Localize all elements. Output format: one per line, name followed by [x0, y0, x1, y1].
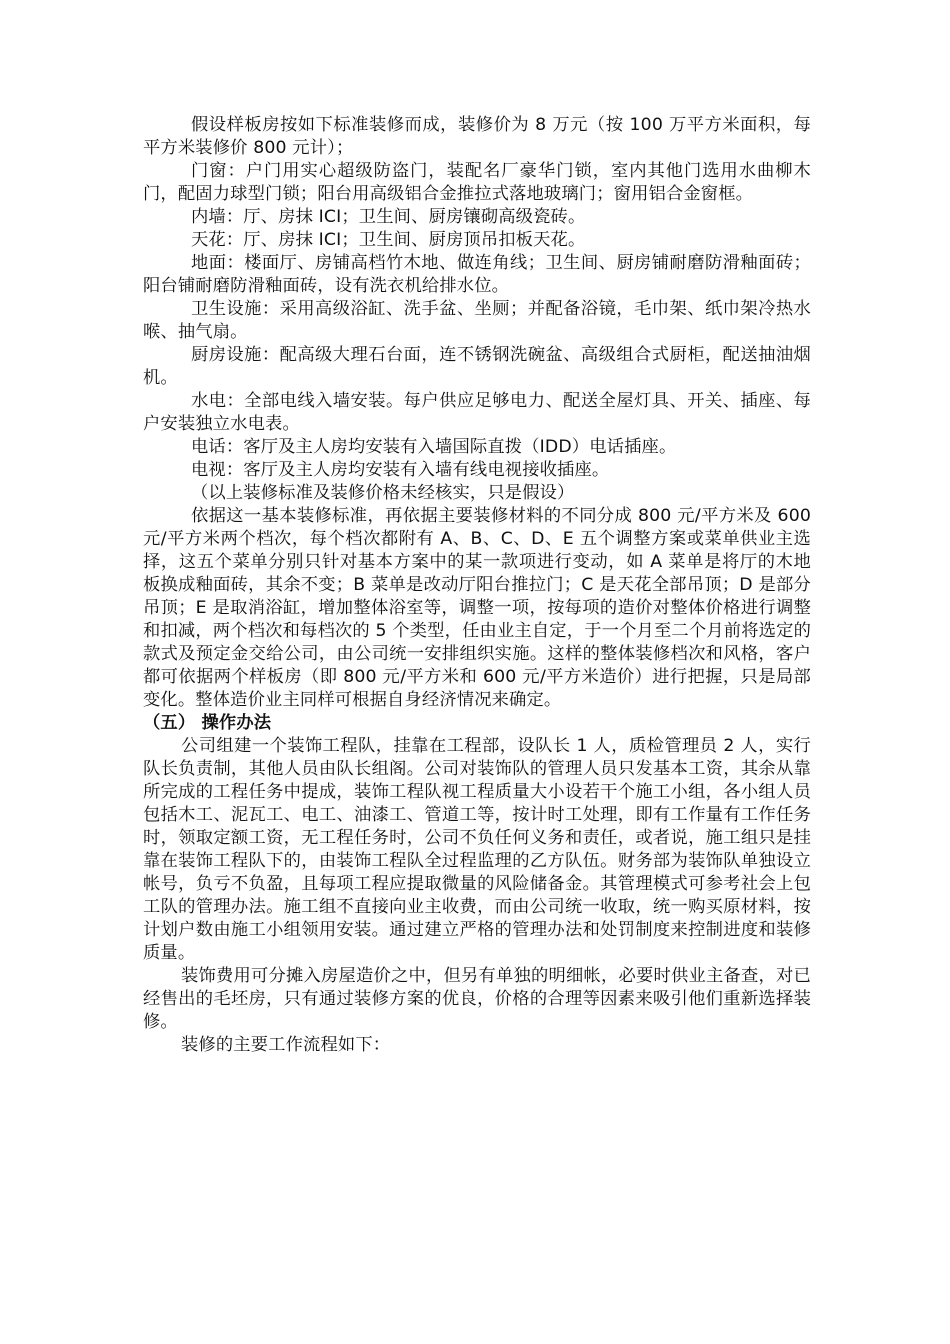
paragraph-note: （以上装修标准及装修价格未经核实，只是假设）	[191, 483, 575, 503]
paragraph-doors-windows: 门窗：户门用实心超级防盗门，装配名厂豪华门锁，室内其他门选用水曲柳木门，配固力球型门锁；阳台用高级铝合金推拉式落地玻璃门；窗用铝合金窗框。	[143, 161, 811, 204]
paragraph-decoration-team: 公司组建一个装饰工程队，挂靠在工程部，设队长 1 人，质检管理员 2 人，实行队长负责制，其他人员由队长组阁。公司对装饰队的管理人员只发基本工资，其余从靠所完成的工程任务中提成，装饰工程队视工程质量大小设若干个施工小组，各小组人员包括木工、泥瓦工、电工、油漆工、管道工等，按计时工处理，即有工作量有工作任务时，领取定额工资，无工程任务时，公司不负任何义务和责任，或者说，施工组只是挂靠在装饰工程队下的，由装饰工程队全过程监理的乙方队伍。财务部为装饰队单独设立帐号，负亏不负盈，且每项工程应提取微量的风险储备金。其管理模式可参考社会上包工队的管理办法。施工组不直接向业主收费，而由公司统一收取，统一购买原材料，按计划户数由施工小组领用安装。通过建立严格的管理办法和处罚制度来控制进度和装修质量。	[143, 736, 811, 963]
paragraph-decoration-cost: 装饰费用可分摊入房屋造价之中，但另有单独的明细帐，必要时供业主备查，对已经售出的毛坯房，只有通过装修方案的优良，价格的合理等因素来吸引他们重新选择装修。	[143, 966, 811, 1032]
paragraph-telephone: 电话：客厅及主人房均安装有入墙国际直拨（IDD）电话插座。	[191, 437, 677, 457]
paragraph-water-electric: 水电：全部电线入墙安装。每户供应足够电力、配送全屋灯具、开关、插座、每户安装独立水电表。	[143, 391, 811, 434]
paragraph-ceiling: 天花：厅、房抹 ICI；卫生间、厨房顶吊扣板天花。	[191, 230, 586, 250]
paragraph-television: 电视：客厅及主人房均安装有入墙有线电视接收插座。	[191, 460, 610, 480]
paragraph-kitchen-fixtures: 厨房设施：配高级大理石台面，连不锈钢洗碗盆、高级组合式厨柜，配送抽油烟机。	[143, 345, 811, 388]
section-heading-operation: （五） 操作办法	[143, 713, 272, 733]
document-page	[143, 114, 811, 1057]
paragraph-bathroom-fixtures: 卫生设施：采用高级浴缸、洗手盆、坐厕；并配备浴镜，毛巾架、纸巾架冷热水喉、抽气扇。	[143, 299, 811, 342]
paragraph-interior-walls: 内墙：厅、房抹 ICI；卫生间、厨房镶砌高级瓷砖。	[191, 207, 586, 227]
paragraph-price-tiers: 依据这一基本装修标准，再依据主要装修材料的不同分成 800 元/平方米及 600 元/平方米两个档次，每个档次都附有 A、B、C、D、E 五个调整方案或菜单供业主选择，这五个菜单分别只针对基本方案中的某一款项进行变动，如 A 菜单是将厅的木地板换成釉面砖，其余不变；B 菜单是改动厅阳台推拉门；C 是天花全部吊顶；D 是部分吊顶；E 是取消浴缸，增加整体浴室等，调整一项，按每项的造价对整体价格进行调整和扣减，两个档次和每档次的 5 个类型，任由业主自定，于一个月至二个月前将选定的款式及预定金交给公司，由公司统一安排组织实施。这样的整体装修档次和风格，客户都可依据两个样板房（即 800 元/平方米和 600 元/平方米造价）进行把握，只是局部变化。整体造价业主同样可根据自身经济情况来确定。	[143, 506, 811, 710]
paragraph-sample-room-price: 假设样板房按如下标准装修而成，装修价为 8 万元（按 100 万平方米面积，每平方米装修价 800 元计）；	[143, 115, 811, 158]
paragraph-workflow-intro: 装修的主要工作流程如下：	[181, 1035, 391, 1055]
paragraph-floor: 地面：楼面厅、房铺高档竹木地、做连角线；卫生间、厨房铺耐磨防滑釉面砖；阳台铺耐磨防滑釉面砖，设有洗衣机给排水位。	[143, 253, 811, 296]
